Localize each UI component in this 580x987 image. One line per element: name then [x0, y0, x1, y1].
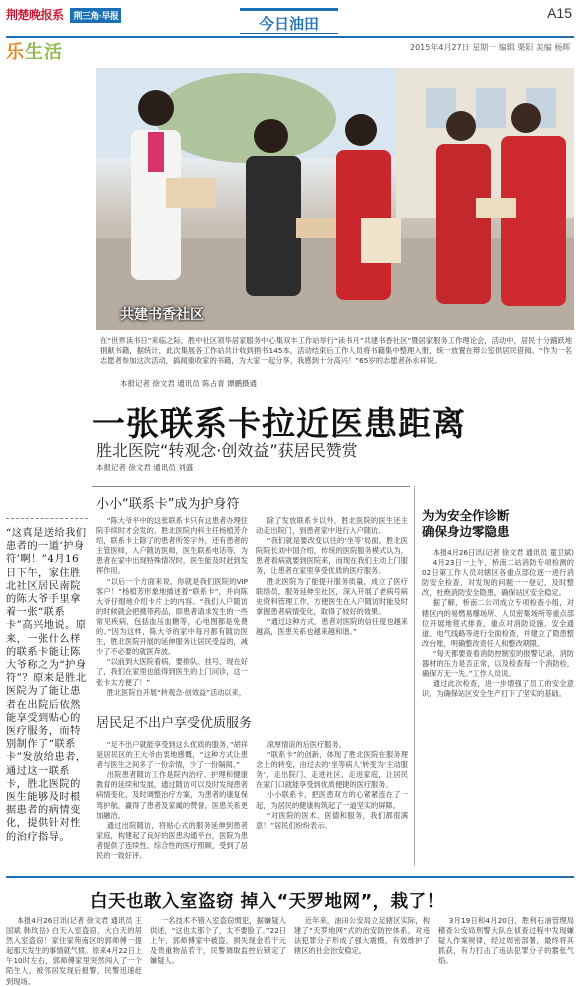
bottom-column-3: 近年来，油田公安局立足辖区实际，构建了“天罗地网”式的治安防控体系，对违法犯罪分子形成了强大震慑，有效维护了辖区的社会治安稳定。 — [294, 916, 430, 956]
bottom-column-2: 一名技术不错入室盗窃惯犯，据嫌疑人供述，“这也太那个了，太不要脸了。”22日上午，郭师傅家中被盗，损失现金若干元及贵重物品若干，民警调取监控后锁定了嫌疑人。 — [150, 916, 286, 966]
paragraph: “对医院的医术、医德和服务，我们都很满意！”居民们纷纷表示。 — [256, 810, 408, 830]
paragraph: “每天都要查看消防控制室的报警记录，消防器材的压力是否正常，以及检查每一个消防栓，确保万无一失。”工作人员说。 — [422, 648, 574, 679]
paragraph: “通过这种方式，患者对医院的信任度也越来越高，医患关系也越来越和谐。” — [256, 616, 408, 637]
paragraph: 小小联系卡，把医患双方的心紧紧连在了一起，为居民的健康构筑起了一道坚实的屏障。 — [256, 790, 408, 810]
paragraph: “联系卡”的创新，体现了胜北医院在服务理念上的转变，由过去的‘坐等病人’转变为‘主动服务’，走出院门、走进社区、走进家庭，让居民在家门口就能享受到优质便捷的医疗服务。 — [256, 750, 408, 790]
paragraph: 胜北医院为了能提升服务质量，成立了医疗联络员，服务延伸至社区，深入开展了老病号病史资料管理工作，方便医生在入户随访时能及时掌握患者病情变化，取得了较好的效果。 — [256, 576, 408, 616]
paragraph: 通过此次检查，进一步增强了员工的安全意识，为确保站区安全生产打下了坚实的基础。 — [422, 679, 574, 699]
side-byline: 本报4月26日讯(记者 徐文君 通讯员 童卫斌) — [432, 548, 574, 557]
paragraph: 据了解，桥南二公司成立专项检查小组，对辖区内的易燃易爆场所、人员密集场所等重点部位开展地毯式排查，重点对消防设施、安全通道、电气线路等进行全面检查，并建立了隐患整改台账，明确整改责任人和整改期限。 — [422, 598, 574, 648]
article-column-2 — [256, 516, 408, 694]
page-number: A15 — [547, 5, 572, 21]
photo-illustration — [96, 68, 574, 330]
side-story-title-1: 为为安全作诊断 — [422, 508, 510, 523]
column-logo — [6, 38, 76, 62]
paragraph: “以后一个方面来说，你就是我们医院的VIP客户！”杨植芳形象地描述着“联系卡”，并向陈大爷仔细地介绍卡片上的内容。“我们入户随访的时候就会把携带药品，即患者请求发生的一些常见疾病，包括血压血糖等，心电图都是免费的。”因为这样，陈大爷的家中每月都有随访医生，胜北医院开展的延伸服务让居民受益的，减少了不必要的就医奔波。 — [96, 576, 248, 657]
section-title: 今日油田 — [240, 8, 338, 34]
main-headline: 一张联系卡拉近医患距离 — [92, 404, 466, 443]
article-column-1 — [96, 516, 248, 697]
column-logo-char: 乐 — [6, 42, 25, 62]
side-story-body — [422, 548, 574, 866]
paragraph: 出院患者随访工作是院内治疗、护理和健康教育的延续和发展，通过随访可以及时发现患者病情变化，及时调整治疗方案，为患者的康复保驾护航，赢得了患者及家属的赞誉，医患关系更加融洽。 — [96, 770, 248, 820]
bottom-column-4: 3月19日和4月20日，胜利石油管理局稽查公安局刑警大队在侦查过程中发现嫌疑人作案规律，经过周密部署，最终将其抓获，有力打击了违法犯罪分子的嚣张气焰。 — [438, 916, 574, 966]
paragraph: 通过出院随访，将贴心式的服务延伸到患者家庭，构建起了良好的医患沟通平台，医院为患者提供了连续性、综合性的医疗照顾，受到了居民的一致好评。 — [96, 820, 248, 861]
date-line: 2015年4月27日 星期一 编辑 栗阳 美编 杨辉 — [410, 43, 571, 52]
photo-overlay-caption: 共建书香社区 — [120, 307, 204, 323]
masthead — [0, 0, 580, 33]
paragraph: “陈大爷平中的这张联系卡只有这患者办理住院手续时才会发的，胜北医院内科主任杨植芳介绍，联系卡上除了的患者所签字外，还有患者的主管医师，入户随访医师，医生联系电话等，为患者在家中出现特殊情况时，医生能及时赶到发挥作用。 — [96, 516, 248, 576]
paper-logo — [6, 6, 121, 23]
subheading-1: 小小“联系卡”成为护身符 — [96, 497, 240, 512]
bottom-rule — [6, 876, 574, 878]
column-logo-text: 生活 — [25, 42, 63, 62]
paragraph: “足不出户就能享受到这么优质的服务，”胡祥是居民区的王大爷由衷地感慨，“这种方式让患者与医生之间多了一份亲情，少了一份隔阂。” — [96, 740, 248, 770]
article-column-4 — [256, 740, 408, 865]
divider — [92, 486, 410, 487]
edition-badge: 荆三角·早报 — [70, 8, 121, 23]
article-column-3 — [96, 740, 248, 865]
main-byline: 本报记者 徐文君 通讯员 刘盛 — [96, 463, 194, 472]
bottom-headline: 白天也敢入室盗窃 掉入“天罗地网”，栽了！ — [90, 892, 445, 912]
pull-quote: “这真是送给我们患者的一道‘护身符’啊！”4月16日下午，家住胜北社区居民南院的陈大爷手里拿着一张“联系卡”高兴地说。原来，一张什么样的联系卡能让陈大爷称之为“护身符”？原来是胜北医院为了能让患者在出院后依然能享受到贴心的医疗服务，而特别制作了“联系卡”发放给患者，通过这一联系卡，胜北医院的医生能够及时根据患者的病情变化，提供针对性的治疗指导。 — [6, 518, 88, 860]
column-divider — [414, 486, 415, 866]
paragraph: 滚厚情谊的后医疗服务。 — [266, 740, 346, 749]
paper-name: 荆楚晚报系 — [6, 8, 64, 22]
photo-credit: 本报记者 徐文君 通讯员 陈占青 谭鹏摄通 — [120, 379, 258, 388]
paragraph: 4月23日一上午，桥南二站消防专项检测的02日第工作人员对辖区各重点部位逐一进行消防安全检查，对发现的问题一一登记，及时整改，杜绝消防安全隐患，确保站区安全稳定。 — [422, 558, 574, 598]
main-subheadline: 胜北医院“转观念·创效益”获居民赞赏 — [96, 441, 358, 460]
subheading-2: 居民足不出户享受优质服务 — [96, 716, 253, 731]
side-story-title-2: 确保身边零隐患 — [422, 524, 510, 539]
header-rule — [6, 36, 574, 38]
photo-caption: 在“世界读书日”来临之际，胜中社区领华居家服务中心集双丰工作站举行“读书月”共建书香社区“暨居家服务工作理论会，活动中，居民十分踊跃地捐献书籍，据统计，此次集展各工作站共计收到捐书145本，活动结束后工作人员将书籍集中整理入册，统一放置在辩公室供居民借阅。“作为一名志愿者参加这次活动，搞闻重收家的书籍，为大家一起分享，我感到十分高兴！”65岁的志愿者孙永祥说。 — [100, 336, 572, 365]
paragraph: 胜北医院自开展“转观念·创效益”活动以来， — [106, 687, 246, 697]
bottom-column-1: 本报4月26日讯(记者 徐文君 通讯员 王国斌 韩玫岳) 白天入室盗窃，大白天的居然入室盗窃！家住家苑南区的郭师傅一提起那天发生的事情就气愤。原来4月22日上午10时左右，郭师傅家里突然闯入了一个陌生人，被邻居发现后报警，民警迅速赶到现场。 — [6, 916, 142, 986]
side-story — [422, 508, 574, 540]
paragraph: “我们就是要改变以往的‘坐等’局面，胜北医院院长刘中国介绍，传统的医院服务模式认为，患者看病就要到医院来，而现在我们主动上门服务，让患者在家里享受优质的医疗服务。 — [256, 536, 408, 576]
news-photo — [96, 68, 574, 330]
paragraph: 除了发放联系卡以外，胜北医院的医生还主动走出院门，到患者家中进行入户随访。 — [256, 516, 408, 536]
paragraph: “以前到大医院看病，要排队、挂号，现在好了，我们在家里也能得到医生的上门问诊，这一张卡太方便了！” — [96, 657, 248, 687]
